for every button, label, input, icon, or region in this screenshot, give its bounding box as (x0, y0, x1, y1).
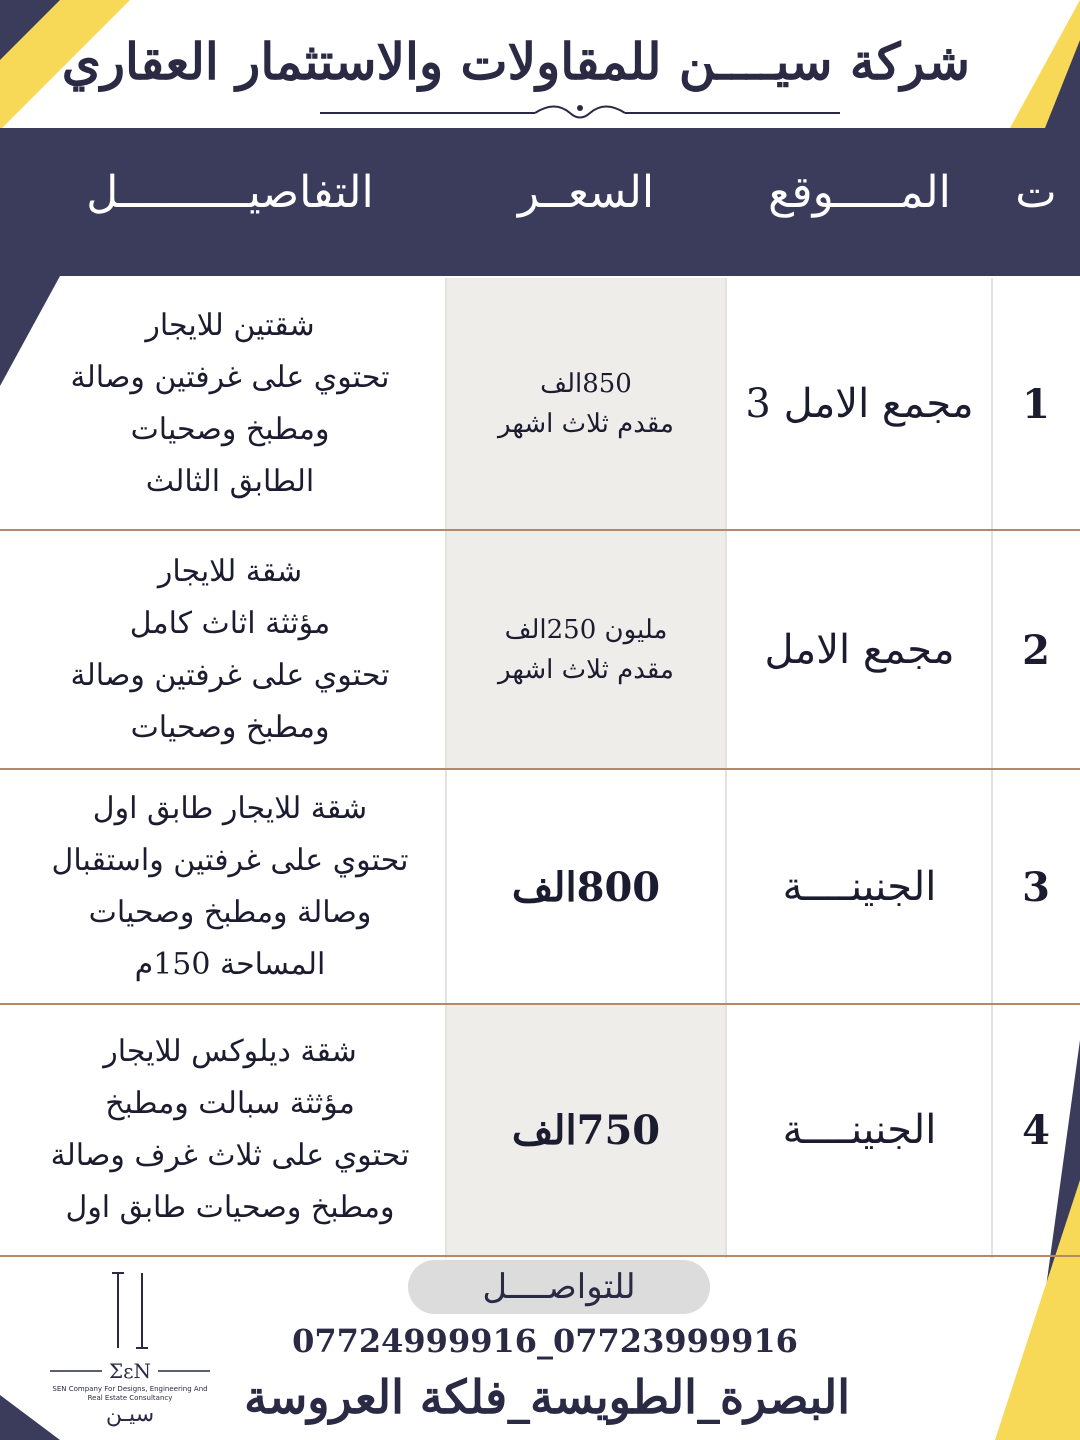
details-line: تحتوي على غرفتين وصالة (70, 658, 390, 693)
details-line: ومطبخ وصحيات (130, 412, 330, 447)
details-line: مؤثثة سبالت ومطبخ (105, 1086, 355, 1121)
price-amount: 800الف (511, 863, 661, 911)
details-line: مؤثثة اثاث كامل (129, 606, 331, 641)
table-row (0, 770, 1080, 1004)
details-line: ومطبخ وصحيات (130, 710, 330, 745)
details-line: شقة للايجار طابق اول (92, 791, 368, 826)
row-price (447, 531, 725, 769)
row-price (447, 770, 725, 1004)
details-line: تحتوي على ثلاث غرف وصالة (50, 1138, 410, 1173)
logo-arabic-name: سيـن (105, 1402, 155, 1427)
row-number: 3 (1022, 863, 1050, 911)
table-header (0, 128, 1080, 276)
row-location: الجنينــــة (782, 864, 937, 910)
details-line: شقة ديلوكس للايجار (103, 1034, 357, 1069)
table-row (0, 278, 1080, 530)
row-location: مجمع الامل (764, 627, 955, 673)
row-number: 2 (1022, 626, 1050, 674)
price-note: مقدم ثلاث اشهر (498, 655, 674, 685)
price-amount: 750الف (511, 1106, 661, 1154)
price-note: مقدم ثلاث اشهر (498, 409, 674, 439)
row-details (20, 770, 440, 1004)
logo-tagline: SEN Company For Designs, Engineering And Real Estate Consultancy (52, 1385, 208, 1402)
row-price (447, 278, 725, 530)
row-number: 4 (1022, 1106, 1050, 1154)
table-row (0, 531, 1080, 769)
price-amount: مليون 250الف (504, 615, 668, 645)
company-address: البصرة_الطويسة_فلكة العروسة (244, 1370, 850, 1424)
header-location: المـــــوقع (768, 167, 951, 218)
details-line: وصالة ومطبخ وصحيات (88, 895, 372, 930)
details-line: تحتوي على غرفتين واستقبال (51, 843, 409, 878)
row-details (20, 1005, 440, 1255)
row-price (447, 1005, 725, 1255)
header-number: ت (1015, 167, 1057, 218)
details-line: تحتوي على غرفتين وصالة (70, 360, 390, 395)
header-details: التفاصيــــــــــل (86, 167, 374, 218)
details-line: الطابق الثالث (145, 464, 315, 499)
details-line: المساحة 150م (134, 947, 326, 982)
row-divider (0, 1255, 1080, 1257)
details-line: شقة للايجار (157, 554, 303, 589)
row-location: مجمع الامل 3 (745, 381, 974, 427)
row-details (20, 531, 440, 769)
details-line: شقتين للايجار (145, 308, 315, 343)
title-ornament (320, 100, 840, 126)
price-amount: 850الف (540, 369, 632, 399)
header-price: السعــر (517, 167, 655, 218)
company-title: شركة سيــــن للمقاولات والاستثمار العقاري (61, 32, 970, 91)
row-details (20, 278, 440, 530)
details-line: ومطبخ وصحيات طابق اول (65, 1190, 395, 1225)
row-location: الجنينــــة (782, 1107, 937, 1153)
logo-mark: ΣεN (108, 1359, 152, 1383)
contact-label: للتواصــــل (408, 1260, 710, 1314)
phone-numbers: 07724999916_07723999916 (292, 1322, 798, 1360)
table-row (0, 1005, 1080, 1255)
row-number: 1 (1022, 380, 1050, 428)
